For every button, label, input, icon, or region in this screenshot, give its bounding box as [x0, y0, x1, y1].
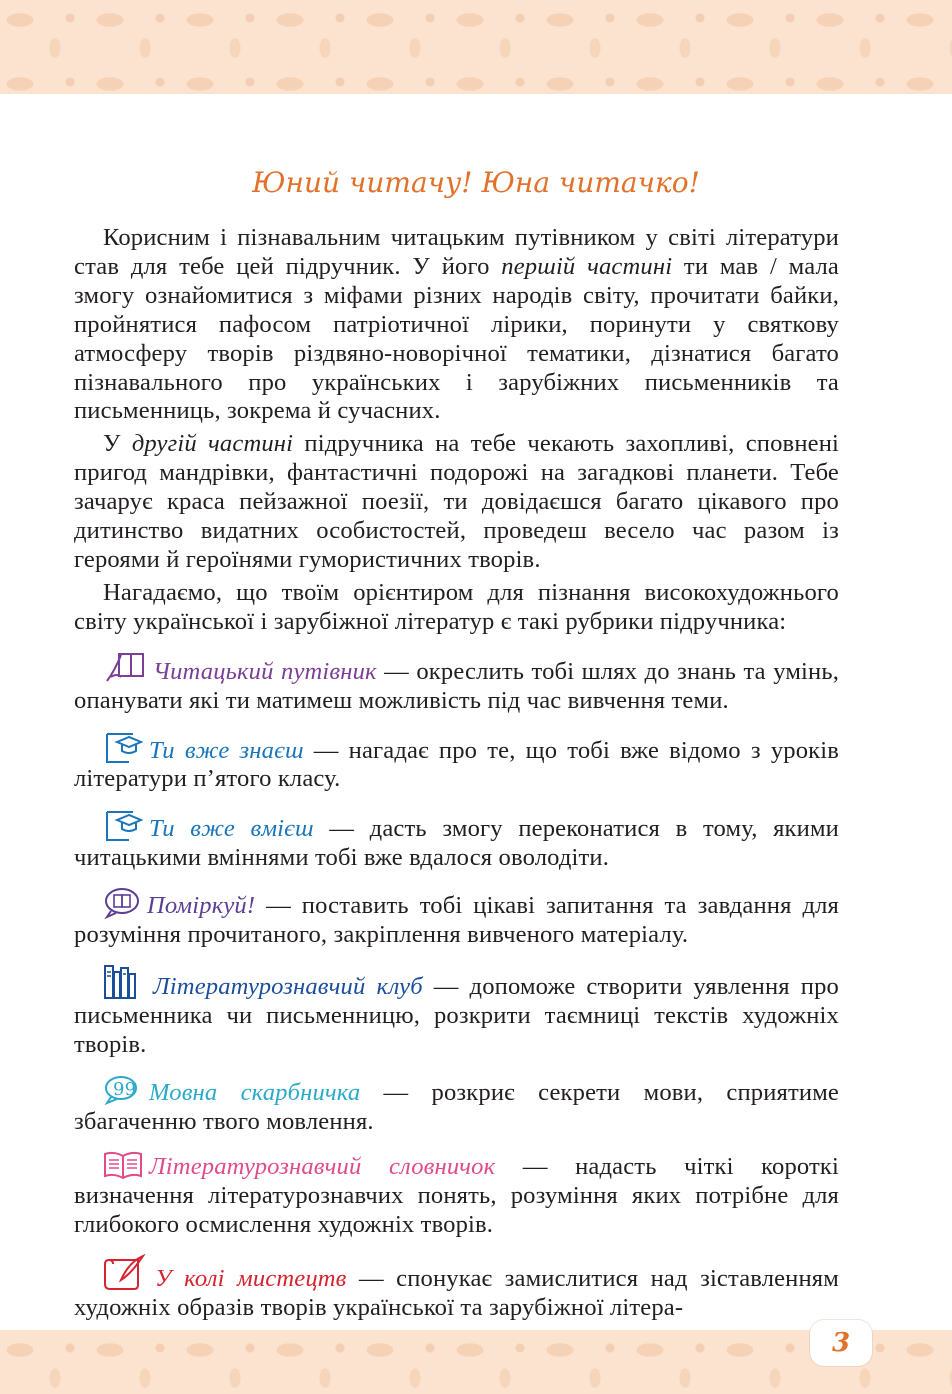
decorative-header-band	[0, 0, 952, 94]
rubric-item	[74, 1254, 839, 1323]
open-book-icon	[103, 1150, 143, 1180]
rubric-name: У колі мистецтв	[155, 1265, 347, 1293]
rubric-text: — окреслить тобі шлях до знань та умінь, опанувати які ти матимеш можливість під час вивчення теми.	[74, 657, 839, 714]
graduation-cap-icon	[103, 808, 143, 842]
rubric-name: Літературознавчий клуб	[153, 972, 423, 1000]
rubric-text: — розкриє секрети мови, сприятиме збагаченню твого мовлення.	[74, 1078, 839, 1135]
text-span: Корисним і пізнавальним читацьким путівником у світі літератури став для тебе цей підручник. У його	[74, 224, 839, 280]
quill-scroll-icon	[103, 1254, 149, 1292]
rubric-name: Читацький путівник	[153, 657, 377, 685]
rubric-text: — надасть чіткі короткі визначення літературознавчих понять, розуміння яких потрібне для глибокого осмислення художніх творів.	[74, 1153, 839, 1239]
rubric-item	[74, 964, 839, 1060]
main-text	[74, 224, 839, 1323]
rubric-item	[74, 651, 839, 716]
text-span: підручника на тебе чекають захопливі, сповнені пригод мандрівки, фантастичні подорожі на загадкові планети. Тебе зачарує краса пейзажної поезії, ти довідаєшся багато цікавого про дитинство видатних особистостей, проведеш весело час разом із героями й героїнями гумористичних творів.	[74, 430, 839, 573]
rubric-name: Поміркуй!	[147, 892, 256, 920]
rubric-item	[74, 808, 839, 873]
rubric-text: — допоможе створити уявлення про письменника чи письменницю, розкрити таємниці текстів художніх творів.	[74, 972, 839, 1058]
reading-guide-icon	[103, 651, 147, 685]
rubric-text: — дасть змогу переконатися в тому, якими читацькими вміннями тобі вже вдалося оволодіти.	[74, 815, 839, 872]
rubric-name: Ти вже знаєш	[149, 736, 304, 764]
rubric-item	[74, 887, 839, 950]
emphasis: другій частині	[131, 430, 294, 458]
rubric-item	[74, 1150, 839, 1240]
svg-text:99: 99	[113, 1078, 137, 1100]
intro-paragraph-1	[74, 224, 839, 426]
quote-bubble-icon	[103, 1074, 143, 1106]
speech-bubble-book-icon	[103, 887, 141, 919]
rubric-name: Літературознавчий словничок	[149, 1153, 496, 1181]
text-span: У	[103, 430, 132, 458]
rubric-item	[74, 730, 839, 795]
graduation-cap-icon	[103, 730, 143, 764]
rubric-text: — нагадає про те, що тобі вже відомо з уроків літератури п’ятого класу.	[74, 736, 839, 793]
rubric-text: — спонукає замислитися над зіставленням художніх образів творів української та зарубіжної літера-	[74, 1265, 839, 1322]
intro-paragraph-2	[74, 430, 839, 575]
rubric-name: Мовна скарбничка	[149, 1078, 361, 1106]
text-span: ти мав / мала змогу ознайомитися з міфами різних народів світу, прочитати байки, пройнятися пафосом патріотичної лірики, поринути у святкову атмосферу творів різдвяно-новорічної тематики, дізнатися багато пізнавального про українських і зарубіжних письменників та письменниць, зокрема й сучасних.	[74, 252, 839, 425]
page-number: 3	[810, 1320, 872, 1366]
page-title: Юний читачу! Юна читачко!	[252, 166, 700, 199]
emphasis: першій частині	[501, 252, 673, 280]
rubric-name: Ти вже вмієш	[149, 815, 314, 843]
bookshelf-icon	[103, 964, 147, 1000]
intro-paragraph-3: Нагадаємо, що твоїм орієнтиром для пізнання високохудожнього світу української і зарубіжної літератур є такі рубрики підручника:	[74, 578, 839, 635]
rubric-text: — поставить тобі цікаві запитання та завдання для розуміння прочитаного, закріплення вивченого матеріалу.	[74, 892, 839, 949]
rubric-item	[74, 1074, 839, 1137]
